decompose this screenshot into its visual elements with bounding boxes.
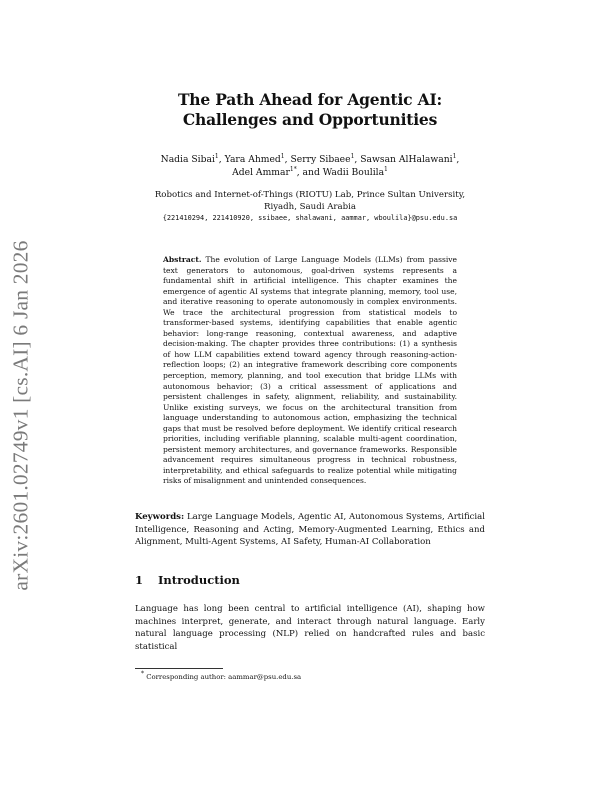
- section-number: 1: [135, 572, 144, 587]
- author-mark: 1*: [289, 165, 297, 173]
- author-mark: 1: [452, 152, 457, 160]
- footnote: [135, 670, 485, 682]
- author-list: [135, 153, 485, 179]
- keywords: [135, 511, 485, 549]
- author-separator: ,: [456, 154, 460, 165]
- keywords-text: Large Language Models, Agentic AI, Autonomous Systems, Artificial Intelligence, Reasoning and Acting, Memory-Augmented Learning, Ethics and Alignment, Multi-Agent Systems, AI Safety, Human-AI Collaboration: [135, 512, 485, 548]
- section-title: Introduction: [158, 572, 240, 587]
- author-mark: 1: [350, 152, 355, 160]
- author-name: Adel Ammar: [232, 167, 290, 178]
- author-separator: ,: [218, 154, 225, 165]
- footnote-divider: [135, 668, 223, 669]
- author-mark: 1: [214, 152, 219, 160]
- footnote-text: Corresponding author: aammar@psu.edu.sa: [146, 672, 302, 681]
- paper-title: The Path Ahead for Agentic AI: Challenges and Opportunities: [177, 90, 443, 129]
- abstract-label: Abstract.: [163, 255, 202, 264]
- paper-page: [135, 0, 485, 682]
- keywords-label: Keywords:: [135, 512, 185, 523]
- abstract-text: The evolution of Large Language Models (LLMs) from passive text generators to autonomous, goal-driven systems represents a fundamental shift in artificial intelligence. This chapter examines the emergence of agentic AI systems that integrate planning, memory, tool use, and iterative reasoning to operate autonomously in complex environments. We trace the architectural progression from statistical models to transformer-based systems, identifying capabilities that enable agentic behavior: long-range reasoning, contextual awareness, and adaptive decision-making. The chapter provides three contributions: (1) a synthesis of how LLM capabilities extend toward agency through reasoning-action-reflection loops; (2) an integrative framework describing core components perception, memory, planning, and tool execution that bridge LLMs with autonomous behavior; (3) a critical assessment of applications and persistent challenges in safety, alignment, reliability, and sustainability. Unlike existing surveys, we focus on the architectural transition from language understanding to autonomous action, emphasizing the technical gaps that must be resolved before deployment. We identify critical research priorities, including verifiable planning, scalable multi-agent coordination, persistent memory architectures, and governance frameworks. Responsible advancement requires simultaneous progress in technical robustness, interpretability, and ethical safeguards to realize potential while mitigating risks of misalignment and unintended consequences.: [163, 255, 457, 486]
- author-name: Yara Ahmed: [224, 154, 281, 165]
- author-last-joiner: , and: [296, 167, 323, 178]
- arxiv-identifier-stamp: [2, 235, 40, 595]
- affiliation: Robotics and Internet-of-Things (RIOTU) Lab, Prince Sultan University, Riyadh, Saudi Arabia: [154, 190, 466, 212]
- author-emails: {221410294, 221410920, ssibaee, shalawani, aammar, wboulila}@psu.edu.sa: [162, 214, 458, 222]
- author-separator: ,: [284, 154, 291, 165]
- author-name: Wadii Boulila: [322, 167, 385, 178]
- arxiv-identifier: arXiv:2601.02749v1 [cs.AI] 6 Jan 2026: [8, 239, 33, 591]
- intro-paragraph: Language has long been central to artificial intelligence (AI), shaping how machines interpret, generate, and interact through natural language. Early natural language processing (NLP) relied on handcrafted rules and basic statistical: [135, 603, 485, 652]
- author-mark: 1: [384, 165, 388, 173]
- abstract: [163, 255, 457, 487]
- author-name: Nadia Sibai: [160, 154, 215, 165]
- section-heading: [135, 573, 485, 587]
- author-mark: 1: [280, 152, 285, 160]
- author-separator: ,: [354, 154, 361, 165]
- author-name: Serry Sibaee: [290, 154, 351, 165]
- author-name: Sawsan AlHalawani: [360, 154, 453, 165]
- footnote-mark: *: [141, 670, 144, 678]
